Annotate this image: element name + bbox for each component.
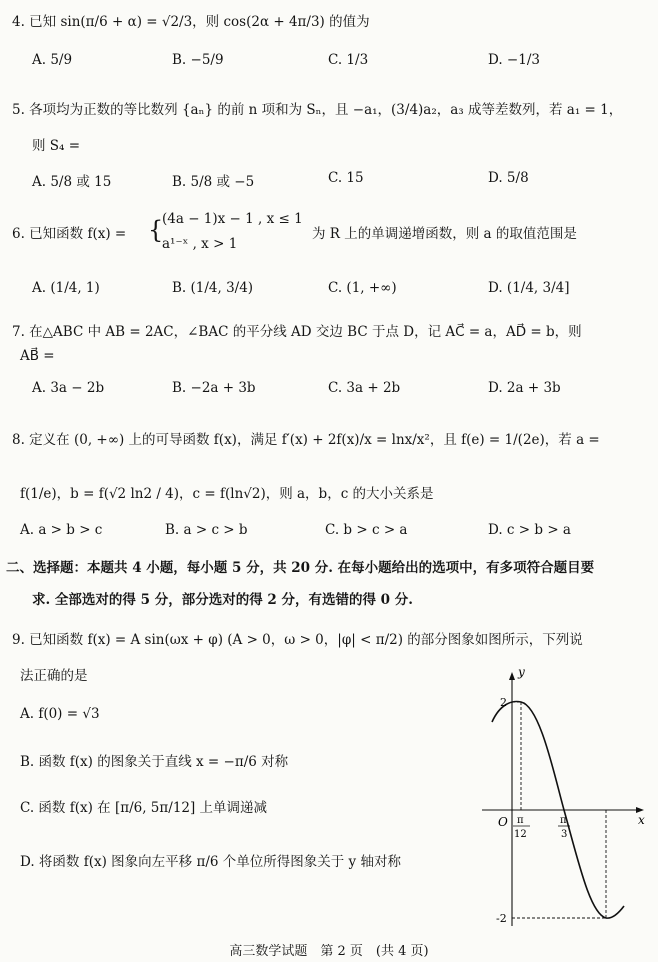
- section2-heading: 二、选择题：本题共 4 小题，每小题 5 分，共 20 分. 在每小题给出的选项中，有多项符合题目要: [6, 560, 595, 576]
- section2-heading-continued: 求. 全部选对的得 5 分，部分选对的得 2 分，有选错的得 0 分.: [32, 592, 413, 608]
- q9-stem-continued: 法正确的是: [20, 668, 88, 684]
- q9-option-a[interactable]: A. f(0) = √3: [20, 706, 100, 722]
- q8-option-b[interactable]: B. a > c > b: [165, 522, 248, 538]
- tick-pi12-den: 12: [514, 829, 527, 840]
- q4-option-d[interactable]: D. −1/3: [488, 52, 540, 68]
- q6-option-d[interactable]: D. (1/4, 3/4]: [488, 280, 570, 296]
- x-axis-label: x: [638, 813, 645, 827]
- q8-stem: 8. 定义在 (0, +∞) 上的可导函数 f(x)，满足 f′(x) + 2f(x)/x = lnx/x²，且 f(e) = 1/(2e)，若 a =: [12, 432, 600, 448]
- q7-option-d[interactable]: D. 2a + 3b: [488, 380, 561, 396]
- q8-option-a[interactable]: A. a > b > c: [20, 522, 103, 538]
- y-min-label: -2: [496, 912, 507, 925]
- y-axis-arrow-icon: [509, 672, 515, 680]
- page-footer: 高三数学试题 第 2 页 (共 4 页): [229, 944, 429, 959]
- q5-option-c[interactable]: C. 15: [328, 170, 364, 186]
- q6-case-1: (4a − 1)x − 1 , x ≤ 1: [162, 211, 303, 227]
- q9-stem: 9. 已知函数 f(x) = A sin(ωx + φ) (A > 0，ω > 0，|φ| < π/2) 的部分图象如图所示，下列说: [12, 632, 583, 648]
- q5-stem: 5. 各项均为正数的等比数列 {aₙ} 的前 n 项和为 Sₙ，且 −a₁，(3/4)a₂，a₃ 成等差数列，若 a₁ = 1，: [12, 102, 623, 118]
- q7-stem: 7. 在△ABC 中 AB = 2AC，∠BAC 的平分线 AD 交边 BC 于点 D，记 AC⃗ = a，AD⃗ = b，则: [12, 324, 582, 340]
- q8-option-c[interactable]: C. b > c > a: [325, 522, 408, 538]
- q9-option-b[interactable]: B. 函数 f(x) 的图象关于直线 x = −π/6 对称: [20, 754, 289, 770]
- q7-option-c[interactable]: C. 3a + 2b: [328, 380, 401, 396]
- tick-pi3-den: 3: [561, 829, 568, 840]
- q8-stem-continued: f(1/e)，b = f(√2 ln2 / 4)，c = f(ln√2)，则 a，b，c 的大小关系是: [20, 486, 434, 502]
- q6-stem-suffix: 为 R 上的单调递增函数，则 a 的取值范围是: [312, 226, 577, 242]
- q6-case-2: a¹⁻ˣ , x > 1: [162, 236, 238, 252]
- tick-pi12-num: π: [517, 815, 524, 826]
- tick-pi3-num: π: [560, 815, 567, 826]
- origin-label: O: [498, 815, 508, 829]
- q4-option-a[interactable]: A. 5/9: [32, 52, 73, 68]
- q4-option-c[interactable]: C. 1/3: [328, 52, 369, 68]
- q6-option-c[interactable]: C. (1, +∞): [328, 280, 397, 296]
- q7-option-a[interactable]: A. 3a − 2b: [32, 380, 105, 396]
- q8-option-d[interactable]: D. c > b > a: [488, 522, 571, 538]
- q6-stem-prefix: 6. 已知函数 f(x) =: [12, 226, 127, 242]
- q6-option-a[interactable]: A. (1/4, 1): [32, 280, 100, 296]
- q4-stem: 4. 已知 sin(π/6 + α) = √2/3，则 cos(2α + 4π/3) 的值为: [12, 14, 370, 30]
- q9-graph: [478, 664, 650, 934]
- q6-brace: {: [148, 216, 164, 244]
- q7-stem-continued: AB⃗ =: [20, 348, 55, 364]
- q5-option-d[interactable]: D. 5/8: [488, 170, 529, 186]
- q9-option-d[interactable]: D. 将函数 f(x) 图象向左平移 π/6 个单位所得图象关于 y 轴对称: [20, 854, 401, 870]
- q5-option-a[interactable]: A. 5/8 或 15: [32, 174, 112, 190]
- q5-stem-continued: 则 S₄ =: [32, 138, 81, 154]
- q5-option-b[interactable]: B. 5/8 或 −5: [172, 174, 255, 190]
- q6-option-b[interactable]: B. (1/4, 3/4): [172, 280, 254, 296]
- q7-option-b[interactable]: B. −2a + 3b: [172, 380, 256, 396]
- y-max-label: 2: [500, 696, 507, 709]
- y-axis-label: y: [518, 665, 525, 679]
- q9-option-c[interactable]: C. 函数 f(x) 在 [π/6, 5π/12] 上单调递减: [20, 800, 268, 816]
- q4-option-b[interactable]: B. −5/9: [172, 52, 224, 68]
